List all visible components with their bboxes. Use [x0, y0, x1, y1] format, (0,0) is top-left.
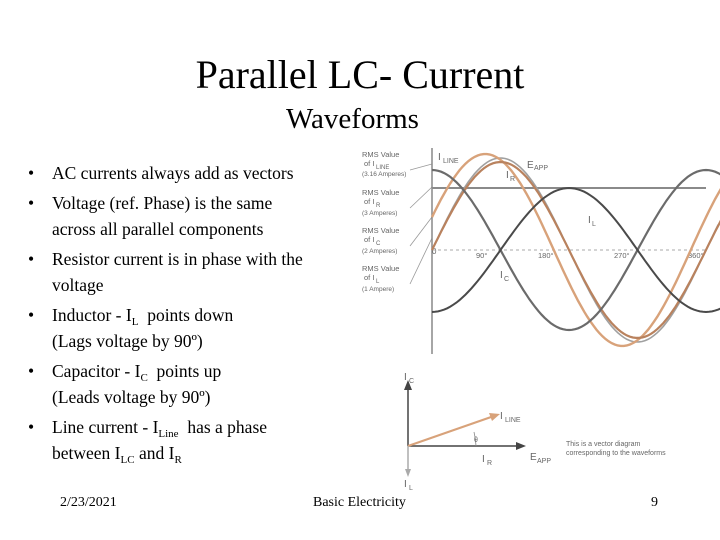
vector-labels — [404, 372, 666, 492]
bullet-text: Line current - I — [52, 417, 159, 437]
bullet-marker: • — [28, 249, 35, 269]
bullet-text-cont: and I — [134, 443, 175, 463]
ic-label: I — [500, 270, 503, 281]
vector-ir: I — [482, 454, 485, 465]
footer-center-text: Basic Electricity — [313, 495, 406, 510]
tick-90: 90° — [476, 251, 488, 260]
slide-title: Parallel LC- Current — [195, 52, 525, 97]
eapp-label-sub: APP — [534, 165, 549, 172]
vector-iline: I — [500, 411, 503, 422]
bullet-item — [28, 414, 358, 466]
subscript: R — [174, 454, 182, 466]
vector-il: I — [404, 479, 407, 490]
legend-sub: LINE — [376, 165, 390, 171]
bullet-text: Voltage (ref. Phase) is the same — [52, 193, 273, 213]
bullet-text-cont: has a phase — [178, 417, 268, 437]
bullet-item — [28, 160, 358, 186]
il-label: I — [588, 215, 591, 226]
bullet-item — [28, 358, 358, 410]
tick-180: 180° — [538, 251, 554, 260]
bullet-text-line2: across all parallel components — [52, 219, 264, 239]
legend-sub: R — [376, 203, 381, 209]
axis-label: I — [438, 152, 441, 163]
bullet-item — [28, 246, 358, 298]
subscript: L — [131, 316, 139, 328]
tick-270: 270° — [614, 251, 630, 260]
legend-line: of I — [364, 273, 375, 282]
legend-line: RMS Value — [362, 264, 400, 273]
footer-date: 2/23/2021 — [60, 495, 117, 510]
bullet-text: AC currents always add as vectors — [52, 163, 294, 183]
bullet-text-cont: points up — [147, 361, 222, 381]
vector-diagram — [404, 380, 526, 477]
legend-line: (3.16 Amperes) — [362, 171, 407, 178]
subscript: LC — [120, 454, 135, 466]
rms-legend — [362, 150, 406, 293]
vector-eapp: E — [530, 452, 537, 463]
legend-line: RMS Value — [362, 150, 400, 159]
legend-line: (2 Amperes) — [362, 248, 398, 255]
bullet-marker: • — [28, 361, 35, 381]
ir-label: I — [506, 170, 509, 181]
legend-sub: C — [376, 241, 381, 247]
bullet-text-line2: between I — [52, 443, 121, 463]
ir-label-sub: R — [510, 176, 516, 183]
bullet-text-line2: (Lags voltage by 90º) — [52, 331, 203, 351]
bullet-text: Resistor current is in phase with the — [52, 249, 303, 269]
bullet-list — [28, 160, 358, 470]
bullet-marker: • — [28, 193, 35, 213]
vector-ir-sub: R — [487, 460, 493, 467]
vector-ic: I — [404, 372, 407, 383]
legend-line: RMS Value — [362, 188, 400, 197]
bullet-text-line2: (Leads voltage by 90º) — [52, 387, 211, 407]
subtitle-text: Waveforms — [286, 103, 419, 135]
vector-eapp-sub: APP — [537, 458, 552, 465]
bullet-text-line2: voltage — [52, 275, 104, 295]
tick-360: 360° — [688, 251, 704, 260]
vector-caption-1: This is a vector diagram — [566, 441, 641, 448]
curve-labels — [500, 160, 596, 283]
ic-label-sub: C — [504, 276, 510, 283]
degree-ticks — [476, 251, 704, 260]
vector-ic-sub: C — [409, 378, 415, 385]
subscript: Line — [158, 428, 179, 440]
legend-line: of I — [364, 159, 375, 168]
page-number: 9 — [651, 495, 658, 510]
vector-iline-sub: LINE — [505, 417, 521, 424]
waveform-figure — [358, 142, 708, 492]
il-label-sub: L — [592, 221, 596, 228]
legend-line: of I — [364, 235, 375, 244]
legend-sub: L — [376, 279, 380, 285]
bullet-marker: • — [28, 163, 35, 183]
bullet-item — [28, 190, 358, 242]
bullet-text: Inductor - I — [52, 305, 132, 325]
legend-line: RMS Value — [362, 226, 400, 235]
bullet-item — [28, 302, 358, 354]
bullet-text: Capacitor - I — [52, 361, 141, 381]
eapp-label: E — [527, 160, 534, 171]
legend-line: (1 Ampere) — [362, 286, 395, 293]
vector-caption-2: corresponding to the waveforms — [566, 450, 666, 457]
zero-label: 0 — [432, 247, 437, 256]
theta-symbol: θ — [474, 437, 478, 444]
axis-label-sub: LINE — [443, 158, 459, 165]
bullet-marker: • — [28, 305, 35, 325]
legend-connectors — [410, 164, 432, 284]
bullet-marker: • — [28, 417, 35, 437]
vector-il-sub: L — [409, 485, 413, 492]
bullet-text-cont: points down — [138, 305, 234, 325]
subscript: C — [140, 372, 148, 384]
legend-line: (3 Amperes) — [362, 210, 398, 217]
legend-line: of I — [364, 197, 375, 206]
